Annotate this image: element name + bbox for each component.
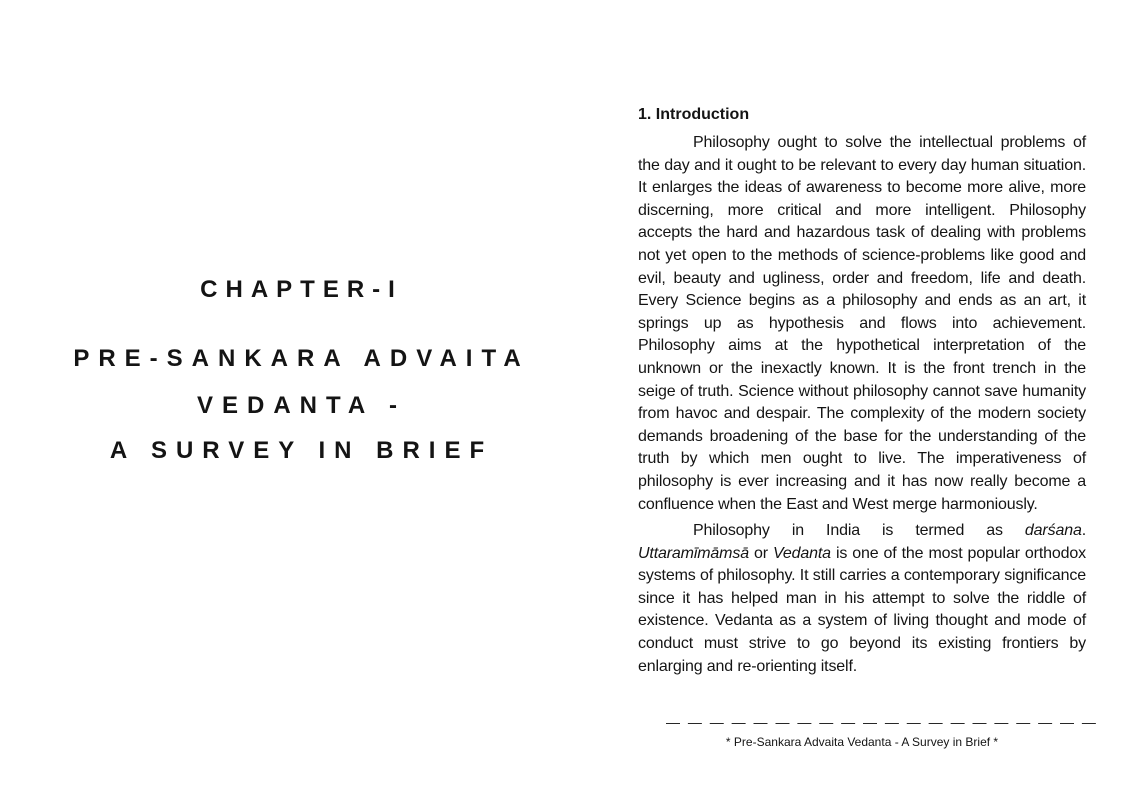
chapter-title-line-3: A SURVEY IN BRIEF [109, 437, 494, 464]
chapter-title-line-2: VEDANTA - [197, 392, 406, 419]
intro-paragraph-1: Philosophy ought to solve the intellectual problems of the day and it ought to be relevant to every day human situation. It enlarges the ideas of awareness to become more alive, more discerning, more critical and more intelligent. Philosophy accepts the hard and hazardous task of dealing with problems not yet open to the methods of science-problems like good and evil, beauty and ugliness, order and freedom, life and death. Every Science begins as a philosophy and ends as an art, it springs up as hypothesis and flows into achievement. Philosophy aims at the hypothetical interpretation of the unknown or the inexactly known. It is the front trench in the seige of truth. Science without philosophy cannot save humanity from havoc and despair. The complexity of the modern society demands broadening of the base for the understanding of the truth by which men ought to live. The imperativeness of philosophy is ever increasing and it has now really become a confluence when the East and West merge harmoniously. [638, 134, 1086, 513]
intro-paragraph-2 [638, 520, 1086, 678]
section-heading: 1. Introduction [638, 106, 750, 123]
footnote-text: * Pre-Sankara Advaita Vedanta - A Survey in Brief * [725, 735, 999, 749]
paragraph-2-text-part-2: . [1081, 522, 1086, 540]
chapter-title-line-1: PRE-SANKARA ADVAITA [73, 345, 530, 372]
paragraph-2-text-part-1: Philosophy in India is termed as [693, 522, 1025, 540]
paragraph-2-text-part-4: is one of the most popular orthodox systems of philosophy. It still carries a contemporary significance since it has helped man in his attempt to solve the riddle of existence. Vedanta as a system of living thought and mode of conduct must strive to go beyond its existing frontiers by enlarging and re-orienting itself. [638, 544, 1086, 675]
term-uttaramimamsa: Uttaramīmāmsā [638, 544, 749, 562]
term-vedanta: Vedanta [772, 544, 831, 562]
right-page [638, 104, 1086, 678]
term-darsana: darśana [1024, 522, 1082, 540]
footnote-divider: — — — — — — — — — — — — — — — — — — — — [666, 714, 1098, 730]
chapter-number: CHAPTER-I [200, 276, 403, 303]
paragraph-2-text-part-3: or [748, 544, 773, 562]
